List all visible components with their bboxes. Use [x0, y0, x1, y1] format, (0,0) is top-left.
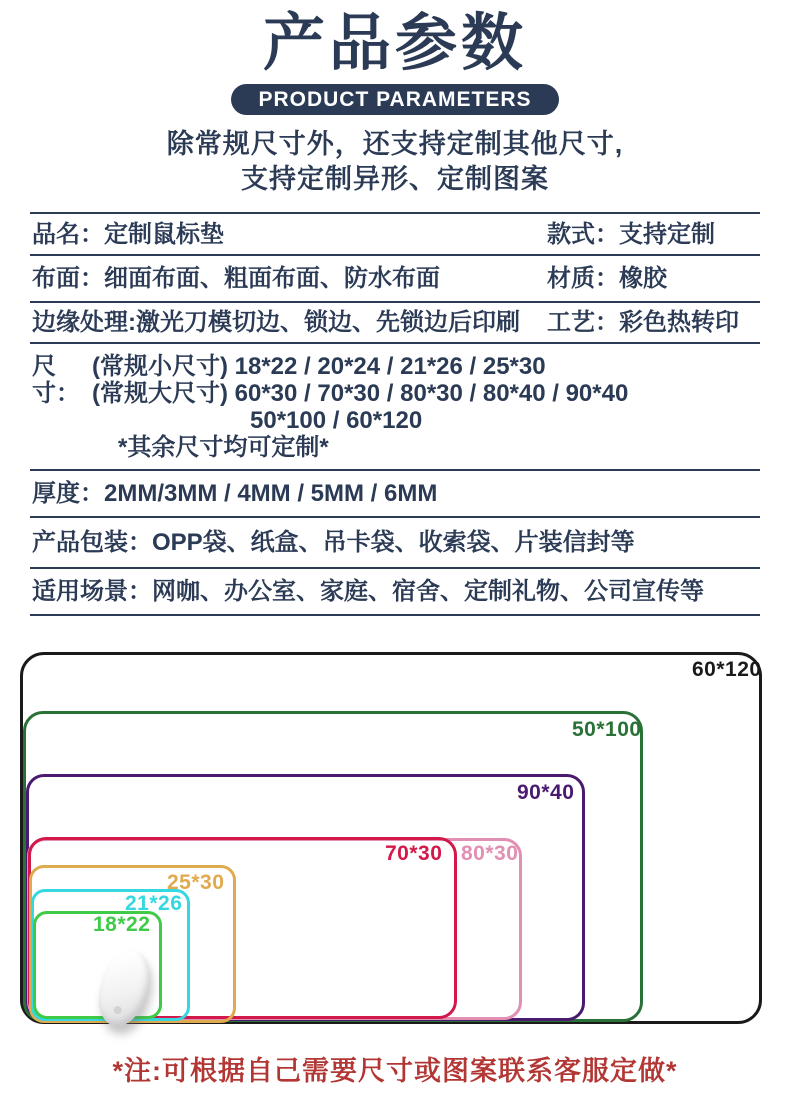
- page-title: 产品参数: [262, 9, 527, 78]
- table-row-edge: [30, 301, 760, 342]
- table-row-surface: [30, 254, 760, 301]
- spec-table: [30, 212, 760, 616]
- size-line-small: (常规小尺寸) 18*22 / 20*24 / 21*26 / 25*30: [92, 353, 546, 380]
- pad-size-label-25x30: 25*30: [167, 871, 225, 894]
- size-line-large: (常规大尺寸) 60*30 / 70*30 / 80*30 / 80*40 / 90*40: [92, 380, 629, 407]
- table-row-name: [30, 212, 760, 254]
- mouse-logo-icon: [113, 1005, 123, 1015]
- header: [0, 0, 790, 197]
- pad-size-label-90x40: 90*40: [517, 781, 575, 804]
- style-cell: 款式：支持定制: [547, 221, 715, 248]
- table-row-thickness: 厚度：2MM/3MM / 4MM / 5MM / 6MM: [30, 469, 760, 516]
- material-cell: 材质：橡胶: [547, 265, 667, 292]
- process-cell: 工艺：彩色热转印: [547, 309, 739, 336]
- size-line-extra: 50*100 / 60*120: [250, 407, 423, 434]
- table-row-packaging: 产品包装：OPP袋、纸盒、吊卡袋、收索袋、片装信封等: [30, 516, 760, 567]
- pad-size-label-80x30: 80*30: [461, 842, 519, 865]
- size-label: 尺寸：: [32, 353, 80, 407]
- size-values: [92, 353, 758, 461]
- product-name-cell: 品名：定制鼠标垫: [32, 221, 224, 248]
- subtitle-line-2: 支持定制异形、定制图案: [241, 164, 549, 194]
- table-bottom-rule: [30, 614, 760, 616]
- subtitle-line-1: 除常规尺寸外，还支持定制其他尺寸,: [166, 129, 624, 159]
- size-custom-note: *其余尺寸均可定制*: [118, 434, 329, 461]
- pad-size-label-21x26: 21*26: [125, 892, 183, 915]
- subtitle: [0, 127, 790, 197]
- surface-cell: 布面：细面布面、粗面布面、防水布面: [32, 265, 440, 292]
- footer-custom-note: *注:可根据自己需要尺寸或图案联系客服定做*: [112, 1056, 678, 1086]
- size-comparison-diagram: [0, 644, 790, 1026]
- table-row-scenes: 适用场景：网咖、办公室、家庭、宿舍、定制礼物、公司宣传等: [30, 567, 760, 614]
- table-row-sizes: [30, 342, 760, 469]
- pad-size-label-50x100: 50*100: [572, 718, 642, 741]
- pad-size-label-70x30: 70*30: [385, 842, 443, 865]
- title-badge: PRODUCT PARAMETERS: [231, 84, 558, 115]
- pad-size-label-18x22: 18*22: [93, 913, 151, 936]
- pad-size-label-60x120: 60*120: [692, 658, 762, 681]
- edge-cell: 边缘处理:激光刀模切边、锁边、先锁边后印刷: [32, 309, 520, 336]
